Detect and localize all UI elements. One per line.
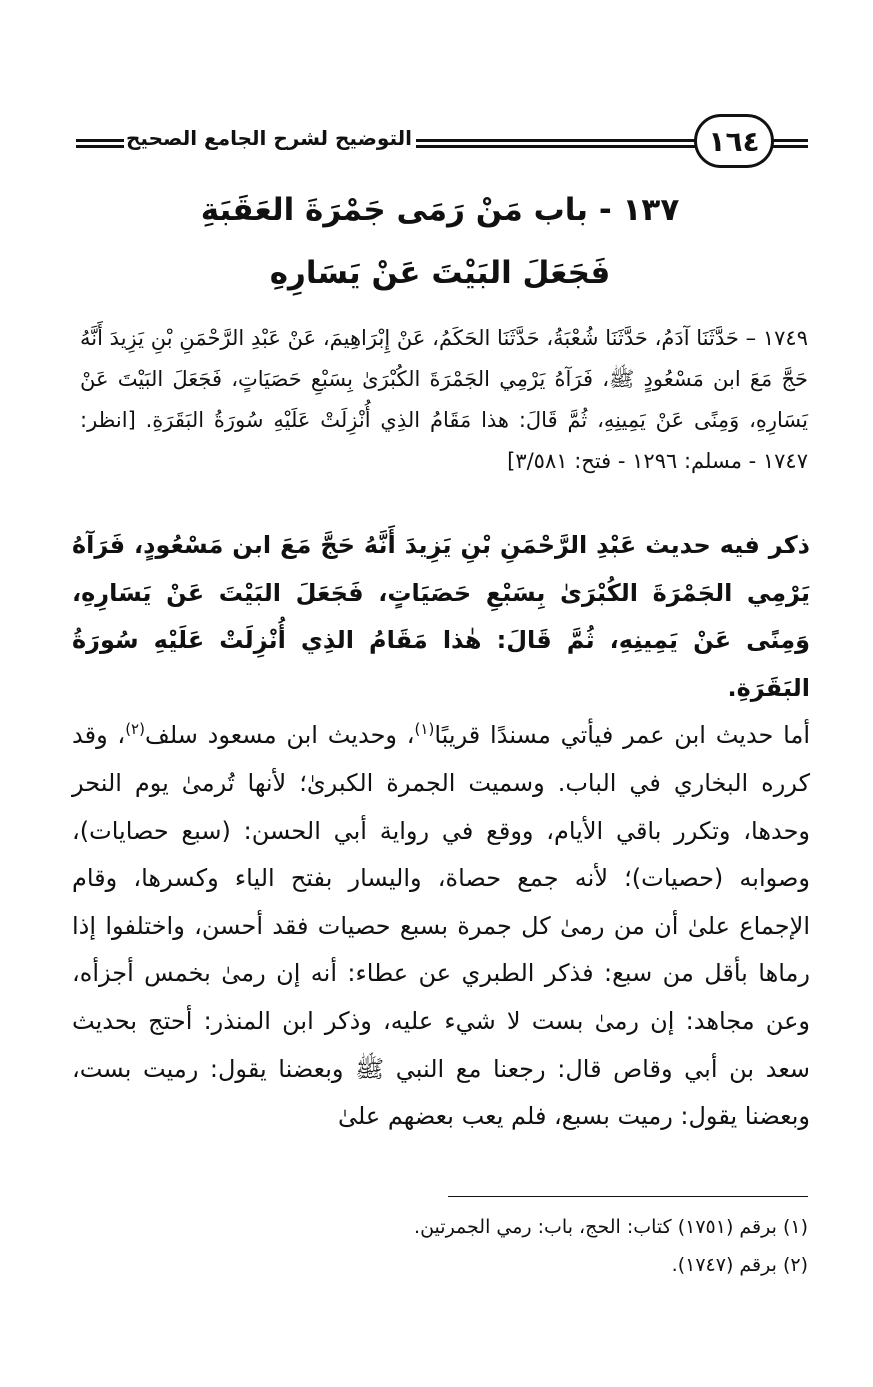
running-header (76, 112, 808, 172)
commentary-text: ، وحديث ابن مسعود سلف (144, 721, 415, 750)
commentary-paragraph-2 (72, 712, 810, 1140)
commentary-paragraph-1: ذكر فيه حديث عَبْدِ الرَّحْمَنِ بْنِ يَزِيدَ أَنَّهُ حَجَّ مَعَ ابن مَسْعُودٍ، فَرَآهُ يَرْمِي الجَمْرَةَ الكُبْرَىٰ بِسَبْعِ حَصَيَاتٍ، فَجَعَلَ البَيْتَ عَنْ يَسَارِهِ، وَمِنًى عَنْ يَمِينِهِ، ثُمَّ قَالَ: هٰذا مَقَامُ الذِي أُنْزِلَتْ عَلَيْهِ سُورَةُ البَقَرَةِ. (72, 531, 810, 702)
running-title: التوضيح لشرح الجامع الصحيح (126, 126, 412, 150)
footnote-marker-2: (٢) (125, 720, 145, 739)
footnote-2: (٢) برقم (١٧٤٧). (671, 1254, 808, 1276)
commentary (72, 522, 810, 1141)
footnotes (80, 1208, 808, 1284)
hadith-text (80, 318, 808, 482)
footnote-1: (١) برقم (١٧٥١) كتاب: الحج، باب: رمي الجمرتين. (414, 1216, 808, 1238)
page-number-badge: ١٦٤ (694, 114, 774, 168)
footnote-separator (448, 1196, 808, 1197)
hadith-reference: [انظر: ١٧٤٧ - مسلم: ١٢٩٦ - فتح: ٣/٥٨١] (80, 408, 808, 473)
header-rule-right (772, 139, 808, 148)
header-rule-middle (416, 139, 696, 148)
commentary-text: ، وقد كرره البخاري في الباب. وسميت الجمرة الكبرىٰ؛ لأنها تُرمىٰ يوم النحر وحدها، وتكرر باقي الأيام، ووقع في رواية أبي الحسن: (سبع حصايات)، وصوابه (حصيات)؛ لأنه جمع حصاة، واليسار بفتح الياء وكسرها، وقام الإجماع علىٰ أن من رمىٰ كل جمرة بسبع حصيات فقد أحسن، واختلفوا إذا رماها بأقل من سبع: فذكر الطبري عن عطاء: أنه إن رمىٰ بخمس أجزأه، وعن مجاهد: إن رمىٰ بست لا شيء عليه، وذكر ابن المنذر: أحتج بحديث سعد بن أبي وقاص قال: رجعنا مع النبي ﷺ وبعضنا يقول: رميت بست، وبعضنا يقول: رميت بسبع، فلم يعب بعضهم علىٰ (72, 721, 810, 1131)
hadith-body: ١٧٤٩ – حَدَّثَنَا آدَمُ، حَدَّثَنَا شُعْبَةُ، حَدَّثَنَا الحَكَمُ، عَنْ إِبْرَاهِيمَ، عَنْ عَبْدِ الرَّحْمَنِ بْنِ يَزِيدَ أَنَّهُ حَجَّ مَعَ ابن مَسْعُودٍ ﷺ، فَرَآهُ يَرْمِي الجَمْرَةَ الكُبْرَىٰ بِسَبْعِ حَصَيَاتٍ، فَجَعَلَ البَيْتَ عَنْ يَسَارِهِ، وَمِنًى عَنْ يَمِينِهِ، ثُمَّ قَالَ: هذا مَقَامُ الذِي أُنْزِلَتْ عَلَيْهِ سُورَةُ البَقَرَةِ. (80, 326, 808, 432)
footnote-marker-1: (١) (414, 720, 435, 739)
commentary-text: أما حديث ابن عمر فيأتي مسندًا قريبًا (434, 721, 810, 750)
header-rule-left (76, 139, 124, 148)
chapter-title-line-1: ١٣٧ - باب مَنْ رَمَى جَمْرَةَ العَقَبَةِ (200, 192, 680, 228)
chapter-title-line-2: فَجَعَلَ البَيْتَ عَنْ يَسَارِهِ (269, 255, 611, 291)
